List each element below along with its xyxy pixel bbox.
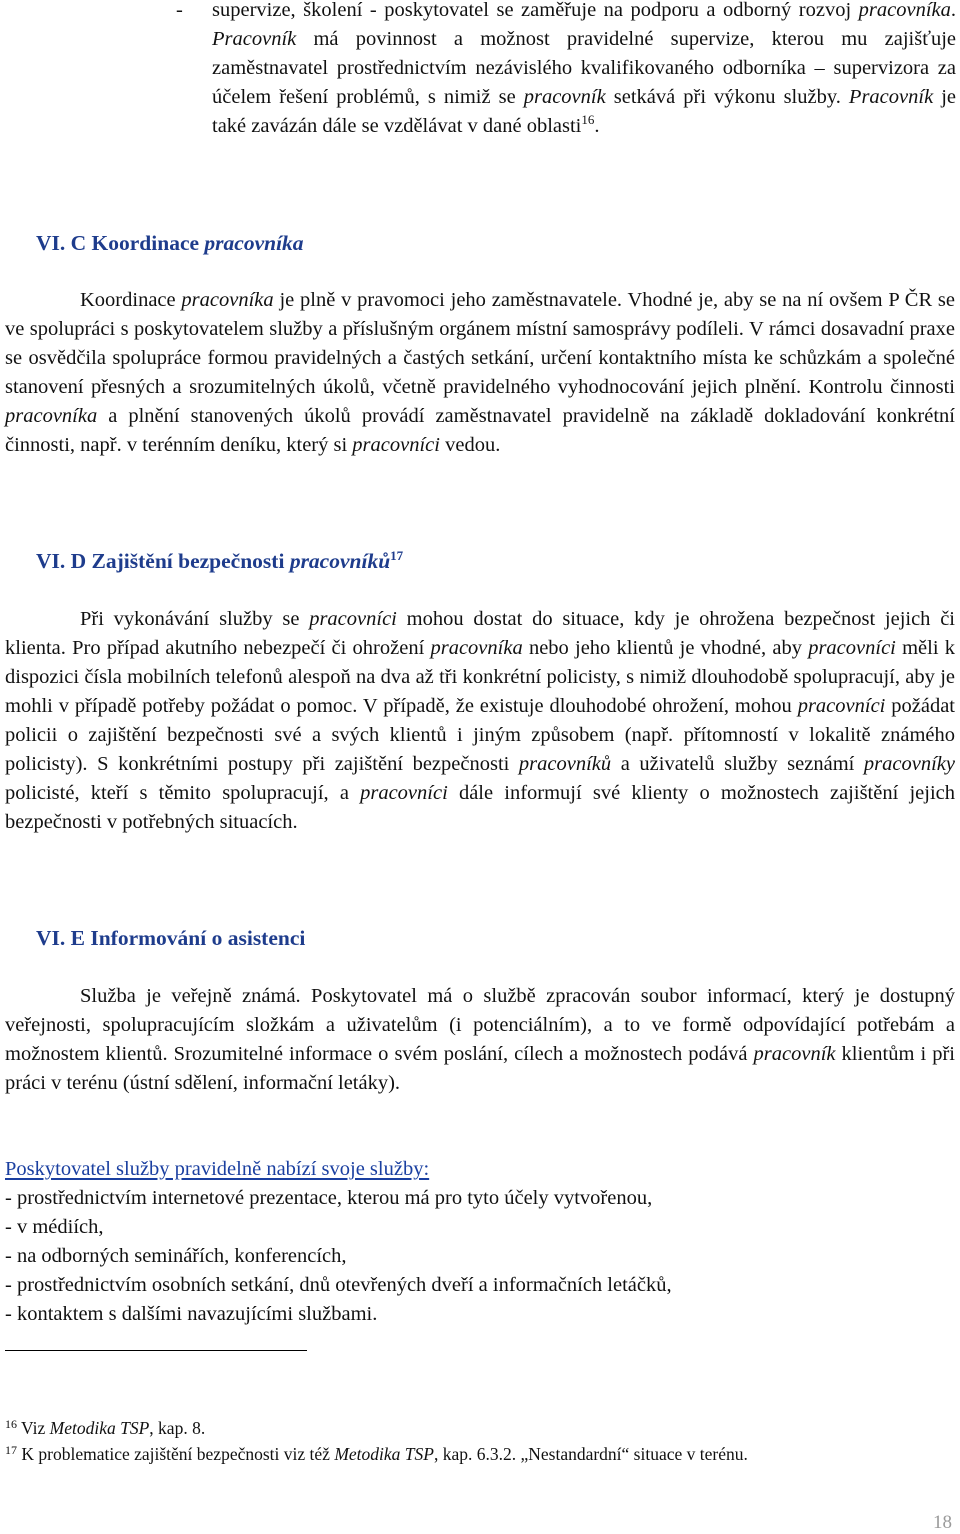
footnote-ref[interactable]: 16 <box>581 112 595 128</box>
text-run: nebo jeho klientů je vhodné, aby <box>522 637 809 659</box>
bullet-block <box>0 0 960 146</box>
footnote-ref[interactable]: 17 <box>390 547 404 563</box>
italic-term: Pracovník <box>848 86 934 108</box>
list-item: - prostřednictvím internetové prezentace, kterou má pro tyto účely vytvořenou, <box>5 1187 653 1209</box>
offer-block <box>5 1155 955 1329</box>
section-heading-c <box>36 229 304 258</box>
footnote-16 <box>5 1416 205 1440</box>
text-run: . <box>950 0 956 21</box>
text-run: policisté, kteří s těmito spolupracují, a <box>5 782 361 804</box>
italic-term: pracovníci <box>808 637 896 659</box>
footnote-number: 17 <box>5 1443 17 1457</box>
section-heading-e: VI. E Informování o asistenci <box>36 926 306 950</box>
text-run: . <box>594 115 600 137</box>
paragraph <box>5 605 955 837</box>
text-run: setkává při výkonu služby. <box>605 86 849 108</box>
bullet-dash: - <box>176 0 183 21</box>
section-c-body <box>5 286 955 460</box>
text-run: Viz <box>17 1418 50 1438</box>
bullet-paragraph <box>212 0 956 141</box>
italic-term: pracovníci <box>360 782 448 804</box>
heading-italic: pracovníka <box>204 231 304 255</box>
paragraph <box>5 982 955 1098</box>
text-run: a uživatelů služby seznámí <box>611 753 864 775</box>
offer-title <box>5 1155 955 1184</box>
heading-text: VI. C Koordinace <box>36 231 205 255</box>
list-item: - kontaktem s dalšími navazujícími službami. <box>5 1303 378 1325</box>
offer-title-link[interactable]: Poskytovatel služby pravidelně nabízí svoje služby: <box>5 1158 430 1180</box>
text-run: je také zavázán dále se vzdělávat v dané oblasti <box>212 86 956 137</box>
italic-term: pracovníka <box>5 405 98 427</box>
list-item: - v médiích, <box>5 1216 104 1238</box>
italic-term: pracovníci <box>797 695 886 717</box>
page-number: 18 <box>933 1512 952 1533</box>
italic-term: pracovníci <box>352 434 440 456</box>
footnote-17 <box>5 1442 748 1466</box>
italic-term: Metodika TSP <box>334 1444 434 1464</box>
text-run: požádat policii o zajištění bezpečnosti své a svých klientů i jiným způsobem (např. přítomností v lokalitě známého policisty). S konkrétními postupy při zajištění bezpečnosti <box>5 695 956 775</box>
italic-term: pracovníka <box>430 637 523 659</box>
text-run: Služba je veřejně známá. Poskytovatel má o službě zpracován soubor informací, který je dostupný veřejnosti, spolupracujícím složkám a uživatelům (i potenciálním), a to ve formě odpovídající potřebám a možnostem klientů. Srozumitelné informace o svém poslání, cílech a možnostech podává <box>5 985 955 1065</box>
text-run: , kap. 8. <box>149 1418 206 1438</box>
section-heading-d <box>36 547 403 576</box>
text-run: měli k dispozici čísla mobilních telefonů alespoň na dva až tři konkrétní policisty, s nimiž dlouhodobě spolupracují, aby je mohli v případě potřeby požádat o pomoc. V případě, že existuje dlouhodobé ohrožení, mohou <box>5 637 955 717</box>
text-run: klientům i při práci v terénu (ústní sdělení, informační letáky). <box>5 1043 955 1094</box>
section-d-body <box>5 605 955 837</box>
text-run: mohou dostat do situace, kdy je ohrožena bezpečnost jejich či klienta. Pro případ akutního nebezpečí či ohrožení <box>5 608 955 659</box>
italic-term: pracovníků <box>518 753 612 775</box>
text-run: , kap. 6.3.2. „Nestandardní“ situace v terénu. <box>433 1444 748 1464</box>
italic-term: pracovníky <box>863 753 955 775</box>
paragraph <box>5 286 955 460</box>
section-e-body <box>5 982 955 1098</box>
text-run: K problematice zajištění bezpečnosti viz též <box>17 1444 335 1464</box>
text-run: vedou. <box>439 434 501 456</box>
italic-term: pracovník <box>523 86 606 108</box>
text-run: a plnění stanovených úkolů provádí zaměstnavatel pravidelně na základě dokladování konkrétní činnosti, např. v terénním deníku, který si <box>5 405 955 456</box>
text-run: je plně v pravomoci jeho zaměstnavatele. Vhodné je, aby se na ní ovšem P ČR se ve spolupráci s poskytovatelem služby a příslušným orgánem místní samosprávy podíleli. V rámci dosavadní praxe se osvědčila spolupráce formou pravidelných a častých setkání, určení kontaktního místa ke schůzkám a společné stanovení přesných a srozumitelných úkolů, včetně pravidelného vyhodnocování jejich plnění. Kontrolu činnosti <box>5 289 955 398</box>
text-run: supervize, školení - poskytovatel se zaměřuje na podporu a odborný rozvoj <box>212 0 859 21</box>
list-item: - prostřednictvím osobních setkání, dnů otevřených dveří a informačních letáčků, <box>5 1274 672 1296</box>
text-run: má povinnost a možnost pravidelné supervize, kterou mu zajišťuje zaměstnavatel prostřednictvím nezávislého kvalifikovaného odborníka – supervizora za účelem řešení problémů, s nimiž se <box>212 28 956 108</box>
footnote-rule <box>5 1350 307 1351</box>
heading-text: VI. D Zajištění bezpečnosti <box>36 549 290 573</box>
list-item: - na odborných seminářích, konferencích, <box>5 1245 347 1267</box>
italic-term: pracovníci <box>309 608 397 630</box>
heading-italic: pracovníků <box>289 549 391 573</box>
italic-term: pracovník <box>753 1043 836 1065</box>
italic-term: pracovníka <box>858 0 951 21</box>
italic-term: Pracovník <box>212 28 297 50</box>
italic-term: pracovníka <box>181 289 274 311</box>
text-run: dále informují své klienty o možnostech zajištění jejich bezpečnosti v potřebných situacích. <box>5 782 955 833</box>
italic-term: Metodika TSP <box>49 1418 150 1438</box>
text-run: Při vykonávání služby se <box>80 608 310 630</box>
text-run: Koordinace <box>80 289 182 311</box>
footnote-number: 16 <box>5 1417 17 1431</box>
